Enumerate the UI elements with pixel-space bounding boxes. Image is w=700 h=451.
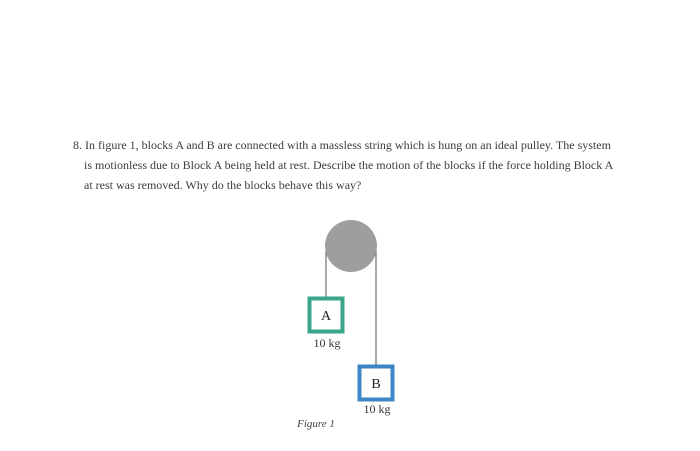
block-a-mass: 10 kg	[313, 336, 341, 350]
block-b-mass: 10 kg	[363, 402, 391, 416]
pulley	[325, 220, 377, 272]
question-line-1: 8. In figure 1, blocks A and B are connected with a massless string which is hung on an ideal pulley. The system	[73, 138, 611, 152]
figure-caption: Figure 1	[297, 418, 335, 430]
block-a-label: A	[320, 309, 332, 324]
block-b-label: B	[371, 377, 381, 392]
question-line-2: is motionless due to Block A being held at rest. Describe the motion of the blocks if the force holding Block A	[84, 158, 614, 172]
question-line-3: at rest was removed. Why do the blocks behave this way?	[84, 178, 362, 192]
